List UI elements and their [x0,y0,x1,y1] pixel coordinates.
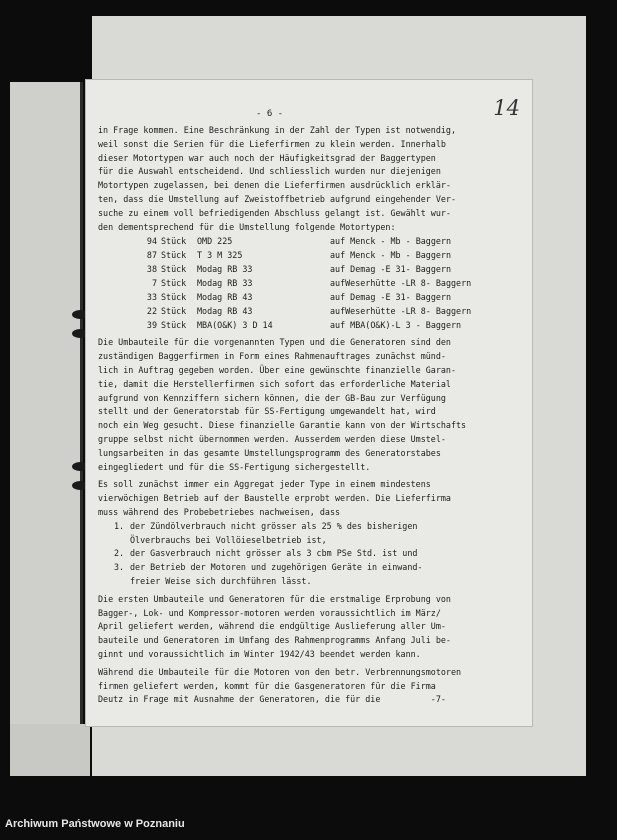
qty-cell: 22 [146,306,157,317]
unit-cell: Stück [161,250,187,261]
text-line: ginnt und voraussichtlich im Winter 1942/43 beendet werden kann. [98,648,421,659]
text-line: zuständigen Baggerfirmen in Form eines Rahmenauftrages zunächst münd- [98,351,446,362]
list-text: der Gasverbrauch nicht grösser als 3 cbm PSe Std. ist und [130,548,418,559]
text-line: in Frage kommen. Eine Beschränkung in der Zahl der Typen ist notwendig, [98,125,456,135]
model-cell: T 3 M 325 [197,250,243,261]
list-text: der Betrieb der Motoren und zugehörigen Geräte in einwand- freier Weise sich durchführen lässt. [130,562,423,586]
destination-cell: aufWeserhütte -LR 8- Baggern [330,306,472,317]
unit-cell: Stück [161,278,187,289]
list-text: der Zündölverbrauch nicht grösser als 25 % des bisherigen Ölverbrauchs bei Vollöieselbetrieb ist, [130,520,418,545]
archive-footer [0,808,617,840]
paragraph-umbauteile [98,336,518,474]
text-line: muss während des Probebetriebes nachweisen, dass [98,506,341,517]
binder-edge [80,82,83,724]
unit-cell: Stück [161,292,187,303]
text-line: Die ersten Umbauteile und Generatoren für die erstmalige Erprobung von [98,593,451,604]
conditions-list [98,520,518,589]
table-row [142,248,518,262]
qty-cell: 38 [146,264,157,275]
text-line: den dementsprechend für die Umstellung folgende Motortypen: [98,221,396,232]
destination-cell: aufWeserhütte -LR 8- Baggern [330,278,472,289]
unit-cell: Stück [161,320,187,331]
model-cell: Modag RB 33 [197,264,253,275]
archive-name: Archiwum Państwowe w Poznaniu [5,818,185,830]
model-cell: Modag RB 43 [197,306,253,317]
destination-cell: auf Menck - Mb - Baggern [330,250,452,261]
unit-cell: Stück [161,264,187,275]
text-line: bauteile und Generatoren im Umfang des Rahmenprogramms Anfang Juli be- [98,635,451,646]
text-line: Die Umbauteile für die vorgenannten Typen und die Generatoren sind den [98,337,451,348]
text-line: dieser Motortypen war auch noch der Häufigkeitsgrad der Baggertypen [98,152,436,163]
text-line: weil sonst die Serien für die Lieferfirmen zu klein werden. Innerhalb [98,138,446,149]
text-line: firmen geliefert werden, kommt für die Gasgeneratoren für die Firma [98,680,436,691]
list-item [114,520,518,548]
text-line: Während die Umbauteile für die Motoren von den betr. Verbrennungsmotoren [98,666,462,677]
text-line: Bagger-, Lok- und Kompressor-motoren werden voraussichtlich im März/ [98,607,441,618]
paragraph-erprobung [98,478,518,519]
handwritten-folio-number: 14 [493,96,520,120]
binder-strip [10,82,83,724]
text-line: eingegliedert und für die SS-Fertigung sichergestellt. [98,461,371,472]
model-cell: Modag RB 43 [197,292,253,303]
text-line: aufgrund von Kennziffern sichern können, die der GB-Bau zur Verfügung [98,392,446,403]
motor-type-table [98,234,518,332]
table-row [142,262,518,276]
list-number: 3. [114,562,125,573]
list-item [114,561,518,589]
list-item [114,547,518,561]
table-row [142,290,518,304]
text-line: gruppe selbst nicht übernommen werden. Ausserdem werden diese Umstel- [98,433,446,444]
qty-cell: 87 [146,250,157,261]
qty-cell: 33 [146,292,157,303]
destination-cell: auf MBA(O&K)-L 3 - Baggern [330,320,462,331]
text-line: stellt und der Generatorstab für SS-Fertigung umgewandelt hat, wird [98,406,436,417]
table-row [142,276,518,290]
text-line: lungsarbeiten in das gesamte Umstellungsprogramm des Generatorstabes [98,447,441,458]
binder-lower-band [10,724,90,776]
model-cell: MBA(O&K) 3 D 14 [197,320,273,331]
table-row [142,234,518,248]
model-cell: OMD 225 [197,236,233,247]
text-line: suche zu einem voll befriedigenden Abschluss gelangt ist. Gewählt wur- [98,207,451,218]
text-line: April geliefert werden, während die endgültige Auslieferung aller Um- [98,621,446,632]
model-cell: Modag RB 33 [197,278,253,289]
destination-cell: auf Demag -E 31- Baggern [330,292,452,303]
document-body [98,124,518,707]
destination-cell: auf Menck - Mb - Baggern [330,236,452,247]
page-number: - 6 - [256,109,284,119]
text-line: lich in Auftrag gegeben worden. Über eine gewünschte finanzielle Garan- [98,364,456,375]
unit-cell: Stück [161,236,187,247]
paragraph-generatoren [98,666,518,707]
text-line: Deutz in Frage mit Ausnahme der Generatoren, die für die -7- [98,694,446,705]
unit-cell: Stück [161,306,187,317]
paragraph-intro [98,124,518,234]
qty-cell: 39 [146,320,157,331]
table-row [142,318,518,332]
text-line: für die Auswahl entscheidend. Und schliesslich wurden nur diejenigen [98,166,441,177]
text-line: tie, damit die Herstellerfirmen sich sofort das erforderliche Material [98,378,451,389]
destination-cell: auf Demag -E 31- Baggern [330,264,452,275]
paragraph-lieferung [98,593,518,662]
list-number: 2. [114,548,125,559]
text-line: Es soll zunächst immer ein Aggregat jeder Type in einem mindestens [98,479,431,490]
table-row [142,304,518,318]
text-line: ten, dass die Umstellung auf Zweistoffbetrieb aufgrund eingehender Ver- [98,193,456,204]
text-line: Motortypen zugelassen, bei denen die Lieferfirmen ausdrücklich erklär- [98,180,451,191]
qty-cell: 7 [151,278,157,289]
qty-cell: 94 [146,236,157,247]
text-line: vierwöchigen Betrieb auf der Baustelle erprobt werden. Die Lieferfirma [98,493,451,504]
document-page [86,80,532,726]
text-line: noch ein Weg gesucht. Diese finanzielle Garantie kann von der Wirtschafts [98,420,467,431]
list-number: 1. [114,520,125,531]
